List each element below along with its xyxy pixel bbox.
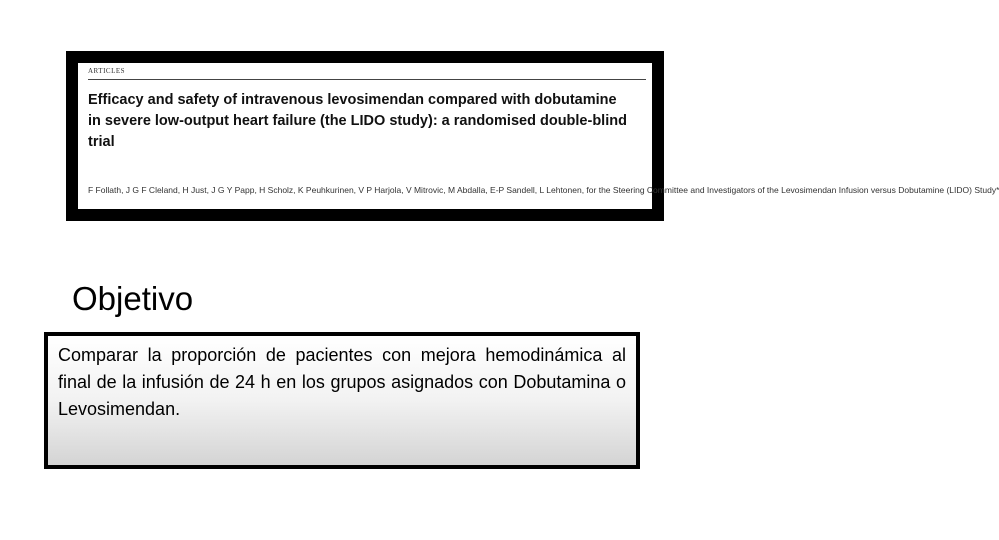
article-divider — [88, 79, 646, 80]
article-section-label: ARTICLES — [88, 67, 126, 75]
section-heading: Objetivo — [72, 280, 194, 317]
article-image-frame — [66, 51, 999, 221]
objective-text: Comparar la proporción de pacientes con mejora hemodinámica al final de la infusión de 24 h en los grupos asignados con Dobutamina o Levosimendan. — [58, 345, 626, 419]
objective-box — [44, 332, 640, 469]
article-title: Efficacy and safety of intravenous levosimendan compared with dobutamine in severe low-output heart failure (the LIDO study): a randomised double-blind trial — [88, 92, 627, 150]
article-authors: F Follath, J G F Cleland, H Just, J G Y Papp, H Scholz, K Peuhkurinen, V P Harjola, V Mitrovic, M Abdalla, E-P Sandell, L Lehtonen, for the Steering Committee and Investigators of the Levosimendan Infusion versus Dobutamine (LIDO) Study* — [88, 185, 999, 195]
article-clipping — [78, 63, 999, 209]
